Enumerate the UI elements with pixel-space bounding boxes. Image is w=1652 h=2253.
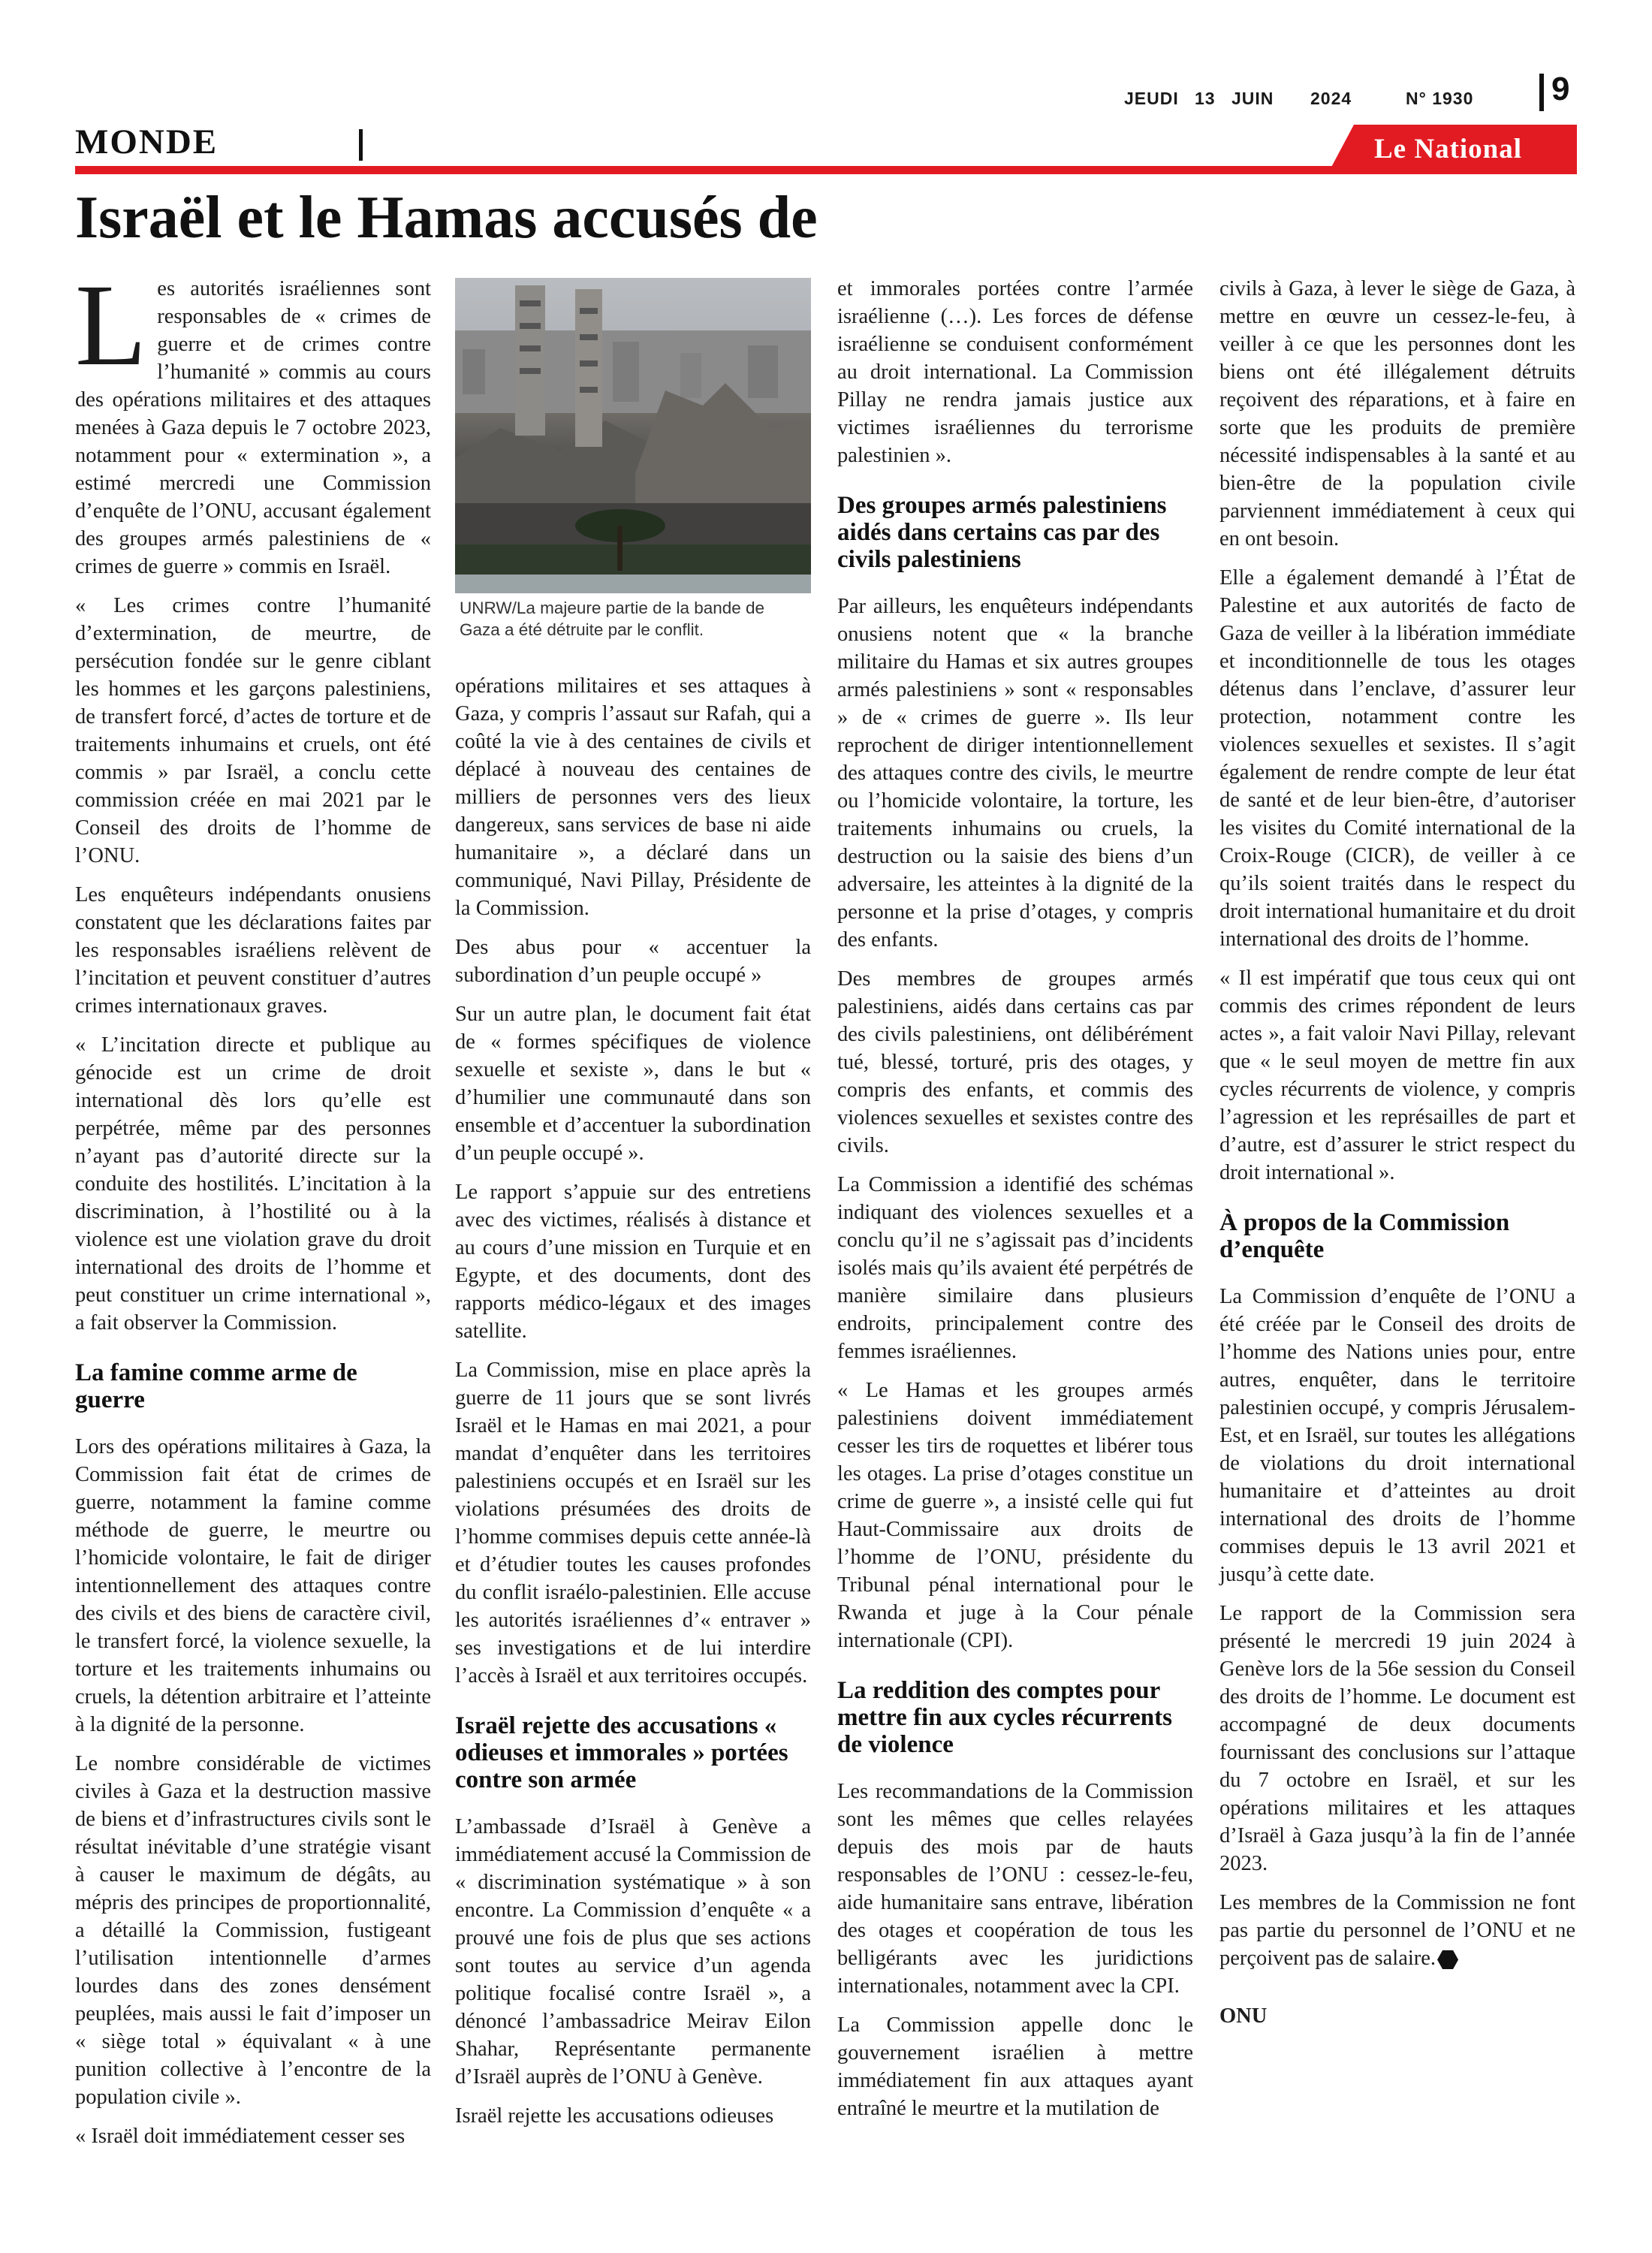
article-paragraph: Sur un autre plan, le document fait état de « formes spécifiques de violence sexuelle et sexiste », dans le but « d’humilier une communauté dans son ensemble et d’accentuer la subordination d’un peuple occupé ». <box>455 1003 811 1165</box>
article-paragraph: La Commission a identifié des schémas indiquant des violences sexuelles et a conclu qu’il ne s’agissait pas d’incidents isolés mais qu’ils avaient été perpétrés de manière similaire dans plusieurs endroits, principalement contre des femmes israéliennes. <box>837 1173 1193 1363</box>
subheading-israel-rejette: Israël rejette des accusations « odieuses et immorales » portées contre son armée <box>455 1712 788 1793</box>
article-column-1 <box>75 260 431 2161</box>
article-paragraph: opérations militaires et ses attaques à Gaza, y compris l’assaut sur Rafah, qui a coûté la vie à des centaines de civils et déplacé à nouveau des centaines de milliers de personnes vers des lieux dangereux, sans services de base ni aide humanitaire », a déclaré dans un communiqué, Navi Pillay, Présidente de la Commission. <box>455 674 811 920</box>
article-paragraph: Israël rejette les accusations odieuses <box>455 2104 774 2128</box>
article-column-4 <box>1219 275 1575 2041</box>
subheading-reddition: La reddition des comptes pour mettre fin aux cycles récurrents de violence <box>837 1677 1172 1758</box>
section-divider <box>359 129 363 161</box>
article-paragraph: « Il est impératif que tous ceux qui ont commis des crimes répondent de leurs actes », a fait valoir Navi Pillay, relevant que « le seul moyen de mettre fin aux cycles récurrents de violence, y compris l’agression et les représailles de part et d’autre, est d’assurer le strict respect du droit international ». <box>1219 967 1575 1184</box>
subheading-famine: La famine comme arme de guerre <box>75 1359 357 1413</box>
article-paragraph: « L’incitation directe et publique au génocide est un crime de droit international dès lors qu’elle est perpétrée, même par des personnes n’ayant pas d’autorité directe sur la conduite des hostilités. L’incitation à la discrimination, à l’hostilité ou à la violence est une violation grave du droit international des droits de l’homme et peut constituer un crime international », a fait observer la Commission. <box>75 1033 431 1335</box>
brand-name: Le National <box>1374 134 1523 164</box>
article-paragraph: La Commission appelle donc le gouvernement israélien à mettre immédiatement fin aux attaques ayant entraîné le meurtre et la mutilation de <box>837 2013 1193 2120</box>
article-photo <box>455 278 811 593</box>
article-paragraph: L’ambassade d’Israël à Genève a immédiatement accusé la Commission de « discrimination systématique » à son encontre. La Commission d’enquête « a prouvé une fois de plus que ses actions sont toutes au service d’un agenda politique focalisé contre Israël », a dénoncé l’ambassadrice Meirav Eilon Shahar, Représentante permanente d’Israël auprès de l’ONU à Genève. <box>455 1815 811 2089</box>
header-rule <box>75 166 1577 174</box>
drop-cap: L <box>75 260 147 390</box>
article-paragraph: Les autorités israéliennes sont responsables de « crimes de guerre et de crimes contre l’humanité » commis au cours des opérations militaires et des attaques menées à Gaza depuis le 7 octobre 2023, notamment pour « extermination », a estimé mercredi une Commission d’enquête de l’ONU, accusant également des groupes armés palestiniens de « crimes de guerre » commis en Israël. <box>75 260 431 578</box>
header-day: JEUDI <box>1124 89 1179 108</box>
article-paragraph: « Les crimes contre l’humanité d’extermination, de meurtre, de persécution fondée sur le genre ciblant les hommes et les garçons palestiniens, de transfert forcé, d’actes de torture et de traitements inhumains et cruels, ont été commis » par Israël, a conclu cette commission créée en mai 2021 par le Conseil des droits de l’homme de l’ONU. <box>75 594 431 867</box>
header-year: 2024 <box>1310 89 1352 108</box>
article-paragraph: Le rapport de la Commission sera présenté le mercredi 19 juin 2024 à Genève lors de la 56e session du Conseil des droits de l’homme. Le document est accompagné de deux documents fournissant des conclusions sur l’attaque du 7 octobre en Israël, et sur les opérations militaires et les attaques d’Israël à Gaza jusqu’à la fin de l’année 2023. <box>1219 1602 1575 1875</box>
article-paragraph: Les membres de la Commission ne font pas partie du personnel de l’ONU et ne perçoivent pas de salaire. <box>1219 1891 1575 1970</box>
article-paragraph: Le rapport s’appuie sur des entretiens avec des victimes, réalisés à distance et au cours d’une mission en Turquie et en Egypte, et des documents, dont des rapports médico-légaux et des images satellite. <box>455 1181 811 1343</box>
article-headline: Israël et le Hamas accusés de <box>75 185 818 251</box>
article-paragraph: Les recommandations de la Commission sont les mêmes que celles relayées depuis des mois par de hauts responsables de l’ONU : cessez-le-feu, aide humanitaire sans entrave, libération des otages et coopération de tous les belligérants avec les juridictions internationales, notamment avec la CPI. <box>837 1780 1193 1998</box>
article-paragraph: La Commission d’enquête de l’ONU a été créée par le Conseil des droits de l’homme des Nations unies pour, entre autres, enquêter, dans le territoire palestinien occupé, y compris Jérusalem-Est, et en Israël, sur toutes les allégations de violations du droit international humanitaire et d’atteintes au droit international des droits de l’homme commises depuis le 13 avril 2021 et jusqu’à cette date. <box>1219 1285 1575 1586</box>
photo-caption: UNRW/La majeure partie de la bande de Gaza a été détruite par le conflit. <box>460 599 765 639</box>
article-paragraph: La Commission, mise en place après la guerre de 11 jours que se sont livrés Israël et le Hamas en mai 2021, a pour mandat d’enquêter dans les territoires palestiniens occupés et en Israël sur les violations présumées des droits de l’homme commises depuis cette année-là et d’étudier toutes les causes profondes du conflit israélo-palestinien. Elle accuse les autorités israéliennes d’« entraver » ses investigations et de lui interdire l’accès à Israël et aux territoires occupés. <box>455 1359 811 1687</box>
article-column-3 <box>837 275 1193 2134</box>
header-date-number: 13 <box>1195 89 1216 108</box>
article-paragraph: Les enquêteurs indépendants onusiens constatent que les déclarations faites par les responsables israéliens relèvent de l’incitation et peuvent constituer d’autres crimes internationaux graves. <box>75 883 431 1018</box>
page-number-divider <box>1539 74 1544 111</box>
header-month: JUIN <box>1231 89 1274 108</box>
page-number: 9 <box>1551 71 1570 107</box>
article-paragraph: et immorales portées contre l’armée israélienne (…). Les forces de défense israélienne se conduisent conformément au droit international. La Commission Pillay ne rendra jamais justice aux victimes israéliennes du terrorisme palestinien ». <box>837 277 1193 467</box>
article-paragraph: « Israël doit immédiatement cesser ses <box>75 2125 405 2148</box>
article-paragraph: Le nombre considérable de victimes civiles à Gaza et la destruction massive de biens et d’infrastructures civils sont le résultat inévitable d’une stratégie visant à causer le maximum de dégâts, au mépris des principes de proportionnalité, a détaillé la Commission, fustigeant l’utilisation intentionnelle d’armes lourdes dans des zones densément peuplées, mais aussi le fait d’imposer un « siège total » équivalant « à une punition collective à l’encontre de la population civile ». <box>75 1752 431 2109</box>
article-signature: ONU <box>1219 2004 1268 2028</box>
article-paragraph: Elle a également demandé à l’État de Palestine et aux autorités de facto de Gaza de veiller à la libération immédiate et inconditionnelle de tous les otages détenus dans l’enclave, d’assurer leur protection, notamment contre les violences sexuelles et sexistes. Il s’agit également de rendre compte de leur état de santé et de leur bien-être, d’autoriser les visites du Comité international de la Croix-Rouge (CICR), de veiller à ce qu’ils soient traités dans le respect du droit international humanitaire et du droit international des droits de l’homme. <box>1219 566 1575 951</box>
destroyed-buildings-image <box>455 278 811 593</box>
article-paragraph: « Le Hamas et les groupes armés palestiniens doivent immédiatement cesser les tirs de roquettes et libérer tous les otages. La prise d’otages constitue un crime de guerre », a insisté celle qui fut Haut-Commissaire aux droits de l’homme de l’ONU, présidente du Tribunal pénal international pour le Rwanda et juge à la Cour pénale internationale (CPI). <box>837 1379 1193 1652</box>
article-paragraph: Des abus pour « accentuer la subordination d’un peuple occupé » <box>455 936 811 987</box>
article-paragraph: civils à Gaza, à lever le siège de Gaza, à mettre en œuvre un cessez-le-feu, à veiller à ce que les personnes dont les biens ont été illégalement détruits reçoivent des réparations, et à faire en sorte que les produits de première nécessité indispensables à la santé et au bien-être de la population civile parviennent immédiatement à ceux qui en ont besoin. <box>1219 277 1575 550</box>
article-column-2 <box>455 672 811 2141</box>
end-of-article-icon <box>1437 1949 1458 1970</box>
header-issue-number: N° 1930 <box>1406 89 1474 108</box>
article-paragraph: Des membres de groupes armés palestiniens, aidés dans certains cas par des civils palestiniens, ont délibérément tué, blessé, torturé, pris des otages, y compris des enfants, et commis des violences sexuelles et sexistes contre des civils. <box>837 967 1193 1157</box>
section-title: MONDE <box>75 122 219 161</box>
article-paragraph: Par ailleurs, les enquêteurs indépendants onusiens notent que « la branche militaire du Hamas et six autres groupes armés palestiniens » sont « responsables » de « crimes de guerre ». Ils leur reprochent de diriger intentionnellement des attaques contre des civils, le meurtre ou l’homicide volontaire, la torture, les traitements inhumains ou cruels, la destruction ou la saisie des biens d’un adversaire, les atteintes à la dignité de la personne et la prise d’otages, y compris des enfants. <box>837 595 1193 952</box>
subheading-a-propos: À propos de la Commission d’enquête <box>1219 1209 1510 1263</box>
subheading-groupes-armes: Des groupes armés palestiniens aidés dans certains cas par des civils palestiniens <box>837 492 1167 573</box>
article-paragraph: Lors des opérations militaires à Gaza, la Commission fait état de crimes de guerre, notamment la famine comme méthode de guerre, le meurtre ou l’homicide volontaire, le fait de diriger intentionnellement des attaques contre des civils et des biens de caractère civil, le transfert forcé, la violence sexuelle, la torture et les traitements inhumains ou cruels, la détention arbitraire et l’atteinte à la dignité de la personne. <box>75 1435 431 1736</box>
